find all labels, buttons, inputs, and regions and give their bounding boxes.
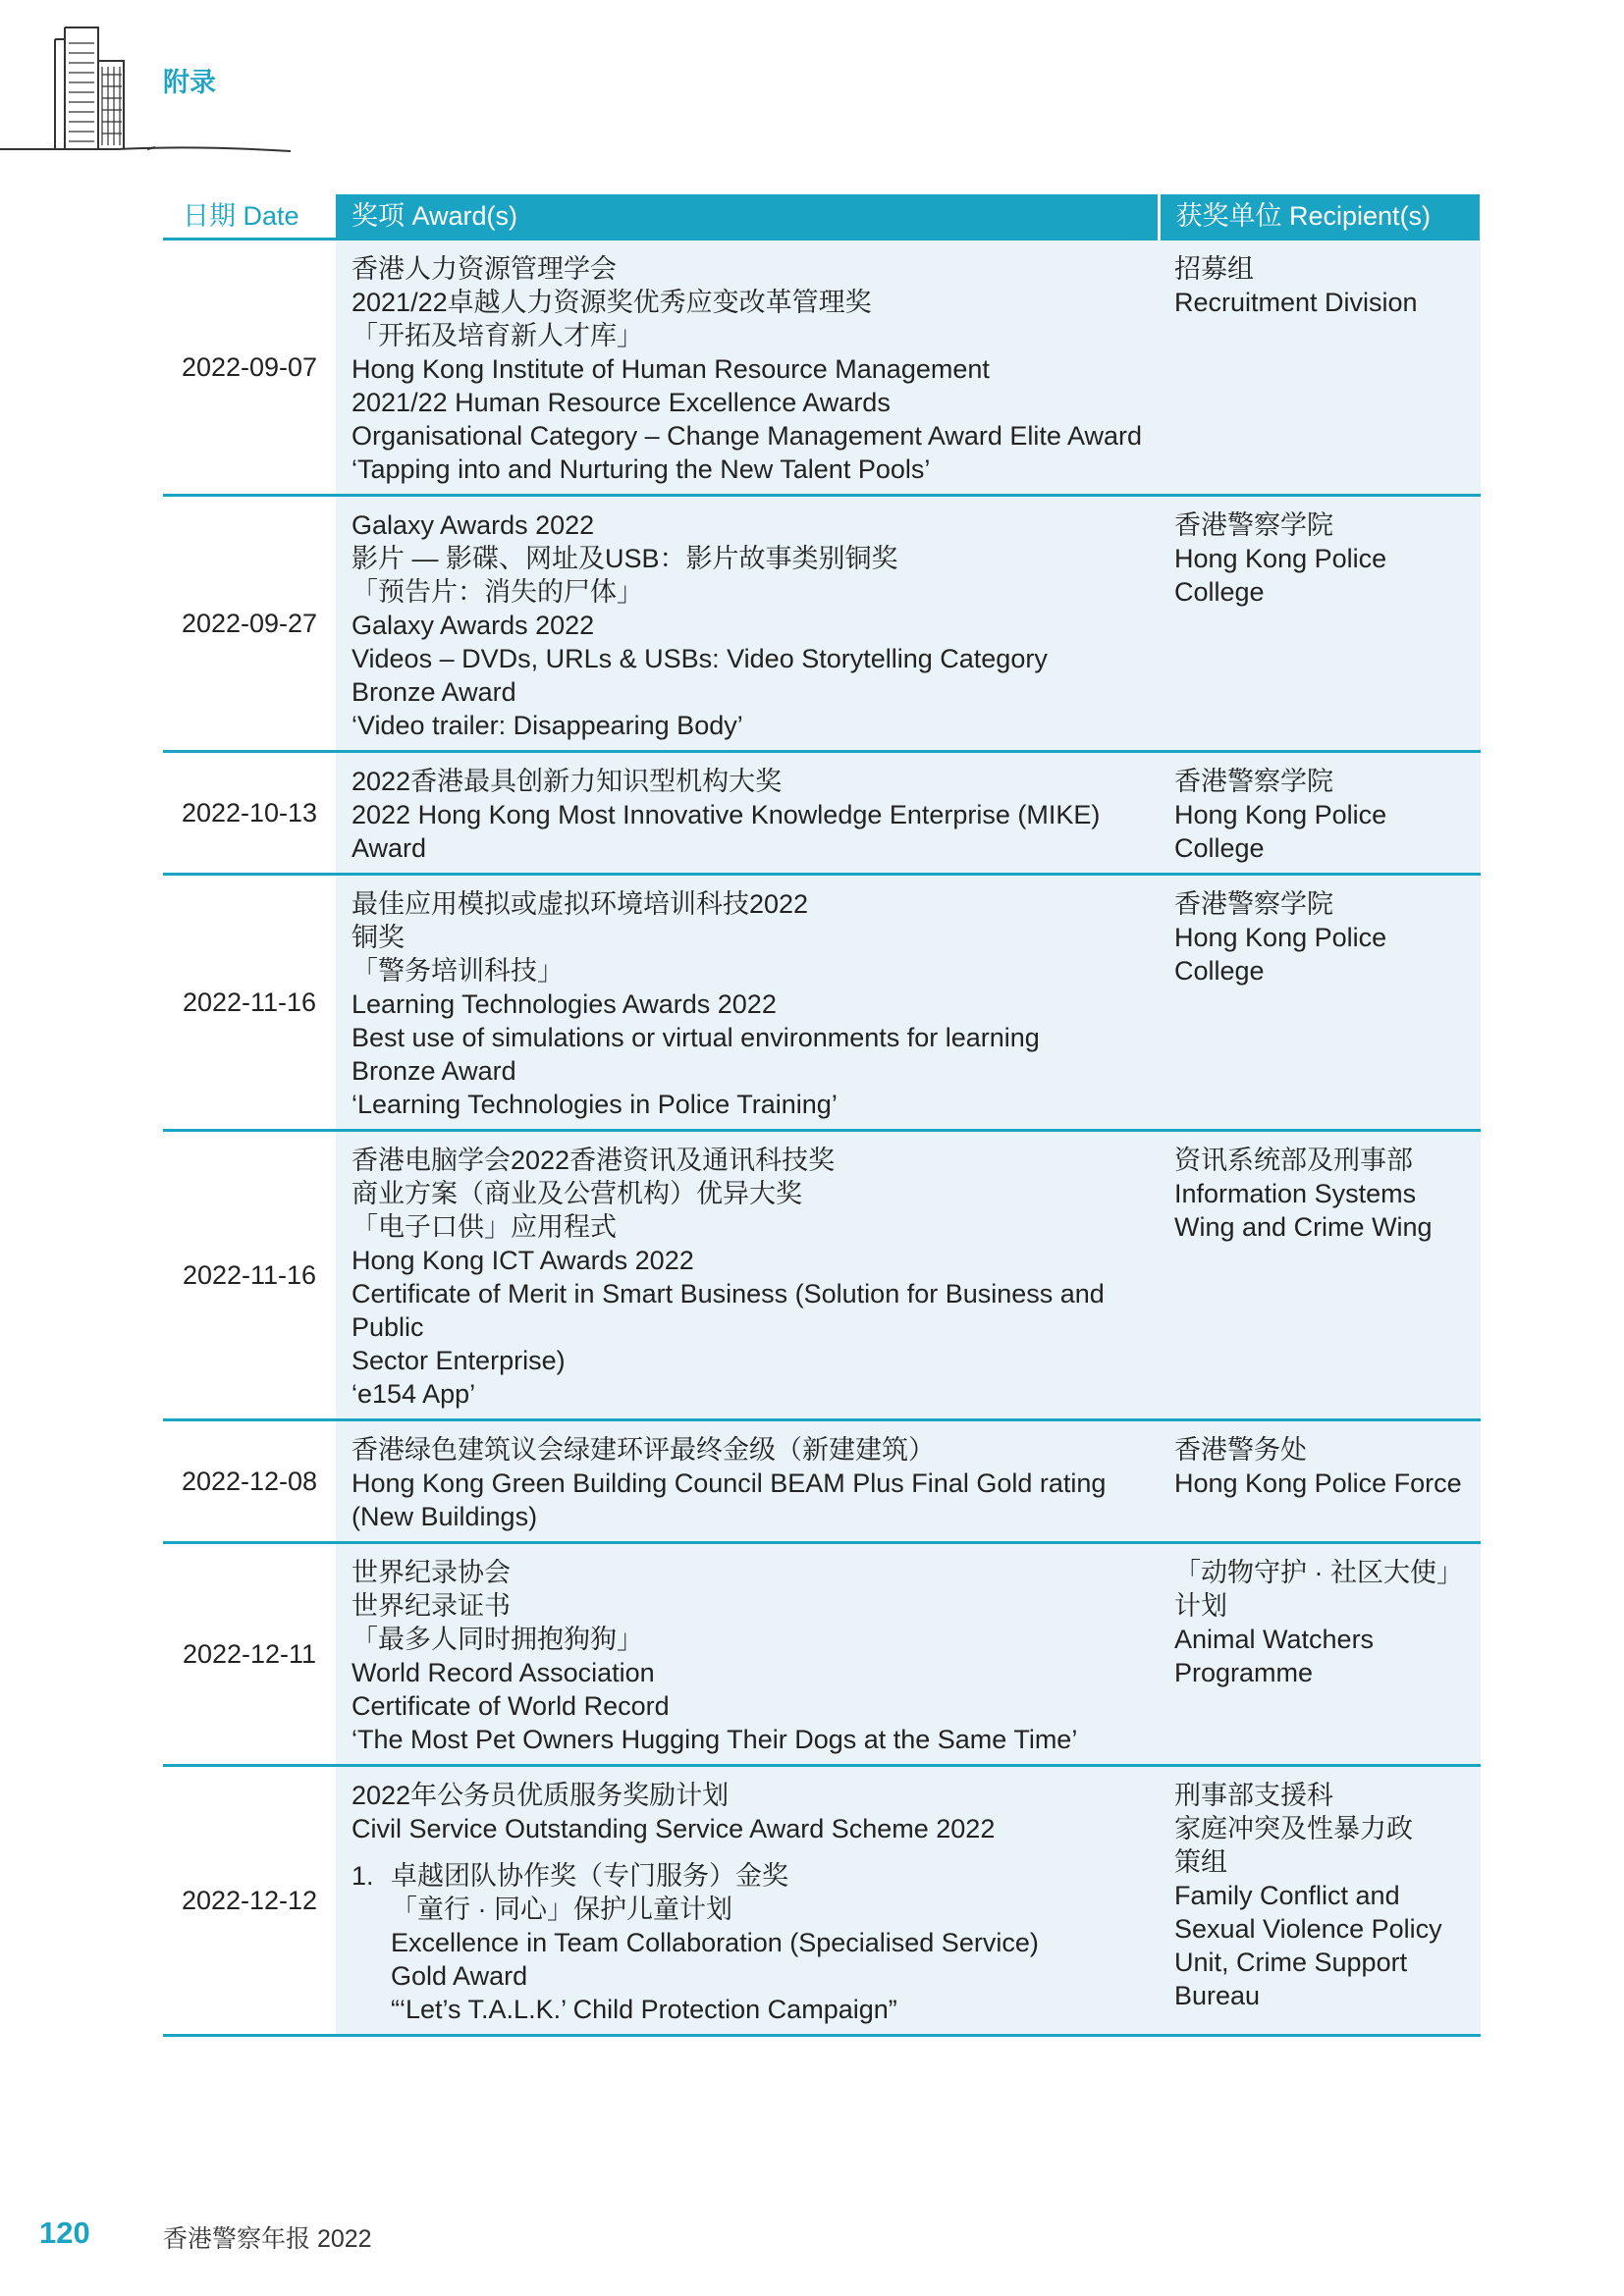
award-line: Learning Technologies Awards 2022 [352, 989, 777, 1019]
award-description [336, 752, 1159, 875]
award-line: World Record Association [352, 1658, 655, 1687]
column-header-date: 日期 Date [163, 194, 336, 240]
award-line: 香港绿色建筑议会绿建环评最终金级（新建建筑） [352, 1435, 935, 1465]
award-date: 2022-12-12 [163, 1766, 336, 2036]
award-line: Hong Kong ICT Awards 2022 [352, 1246, 694, 1275]
recipient-line: College [1174, 577, 1265, 607]
recipient-line: 香港警务处 [1174, 1435, 1307, 1465]
award-line: 「预告片：消失的尸体」 [352, 577, 643, 607]
award-recipient [1159, 1131, 1481, 1420]
award-line: Videos – DVDs, URLs & USBs: Video Storytelling Category [352, 644, 1048, 673]
award-line: Excellence in Team Collaboration (Specialised Service) [391, 1928, 1039, 1957]
award-description [336, 1766, 1159, 2036]
recipient-line: Hong Kong Police [1174, 544, 1387, 573]
award-description [336, 875, 1159, 1131]
table-row [163, 875, 1481, 1131]
recipient-line: Bureau [1174, 1981, 1261, 2010]
award-description [336, 496, 1159, 752]
award-date: 2022-11-16 [163, 875, 336, 1131]
award-line: ‘Tapping into and Nurturing the New Talent Pools’ [352, 454, 931, 484]
recipient-line: Information Systems [1174, 1179, 1417, 1208]
award-recipient [1159, 496, 1481, 752]
column-header-award: 奖项 Award(s) [336, 194, 1159, 240]
awards-table [163, 194, 1483, 2037]
award-line: 影片 — 影碟、网址及USB：影片故事类别铜奖 [352, 544, 898, 573]
page-number: 120 [39, 2216, 90, 2250]
award-line: Sector Enterprise) [352, 1346, 566, 1375]
award-line: 世界纪录协会 [352, 1558, 511, 1587]
column-header-recipient: 获奖单位 Recipient(s) [1159, 194, 1481, 240]
award-recipient [1159, 875, 1481, 1131]
table-row [163, 1131, 1481, 1420]
award-line: 香港人力资源管理学会 [352, 254, 617, 284]
award-line: Galaxy Awards 2022 [352, 611, 595, 640]
award-description [336, 240, 1159, 496]
award-date: 2022-09-07 [163, 240, 336, 496]
table-row [163, 1420, 1481, 1543]
award-sub-list [352, 1859, 1143, 2026]
recipient-line: Hong Kong Police Force [1174, 1468, 1462, 1498]
recipient-line: 计划 [1174, 1591, 1227, 1621]
table-row [163, 240, 1481, 496]
award-recipient [1159, 1420, 1481, 1543]
award-date: 2022-10-13 [163, 752, 336, 875]
recipient-line: 香港警察学院 [1174, 889, 1333, 919]
award-line: Certificate of World Record [352, 1691, 670, 1721]
recipient-line: 资讯系统部及刑事部 [1174, 1146, 1413, 1175]
table-header-row [163, 194, 1481, 240]
award-line: 「最多人同时拥抱狗狗」 [352, 1625, 643, 1654]
award-line: 2022香港最具创新力知识型机构大奖 [352, 767, 783, 796]
award-line: 「童行 · 同心」保护儿童计划 [391, 1895, 732, 1924]
award-line: ‘Learning Technologies in Police Training’ [352, 1090, 838, 1119]
recipient-line: Family Conflict and [1174, 1881, 1400, 1910]
award-line: (New Buildings) [352, 1502, 538, 1531]
sub-item-number: 1. [352, 1861, 374, 1891]
award-line: Hong Kong Green Building Council BEAM Plus Final Gold rating [352, 1468, 1107, 1498]
award-recipient [1159, 1766, 1481, 2036]
award-line: 世界纪录证书 [352, 1591, 511, 1621]
award-line: 最佳应用模拟或虚拟环境培训科技2022 [352, 889, 809, 919]
award-date: 2022-11-16 [163, 1131, 336, 1420]
award-line: 「开拓及培育新人才库」 [352, 321, 643, 350]
award-line: Civil Service Outstanding Service Award Scheme 2022 [352, 1814, 996, 1843]
award-line: Hong Kong Institute of Human Resource Management [352, 354, 990, 384]
table-row [163, 752, 1481, 875]
award-date: 2022-12-11 [163, 1543, 336, 1766]
award-line: 2022年公务员优质服务奖励计划 [352, 1781, 730, 1810]
recipient-line: Recruitment Division [1174, 288, 1418, 317]
recipient-line: 香港警察学院 [1174, 767, 1333, 796]
building-illustration [0, 20, 295, 167]
award-line: Best use of simulations or virtual environments for learning [352, 1023, 1040, 1052]
award-line: 香港电脑学会2022香港资讯及通讯科技奖 [352, 1146, 836, 1175]
award-line: 铜奖 [352, 923, 405, 952]
award-line: 2021/22 Human Resource Excellence Awards [352, 388, 891, 417]
award-line: Bronze Award [352, 677, 516, 707]
recipient-line: College [1174, 956, 1265, 986]
award-line: Gold Award [391, 1961, 528, 1991]
recipient-line: 「动物守护 · 社区大使」 [1174, 1558, 1463, 1587]
recipient-line: 家庭冲突及性暴力政 [1174, 1814, 1413, 1843]
recipient-line: Sexual Violence Policy [1174, 1914, 1442, 1944]
award-line: Bronze Award [352, 1056, 516, 1086]
table-row [163, 1766, 1481, 2036]
recipient-line: 招募组 [1174, 254, 1254, 284]
award-sub-item [352, 1859, 1143, 2026]
table-body [163, 240, 1481, 2036]
recipient-line: Programme [1174, 1658, 1314, 1687]
award-recipient [1159, 752, 1481, 875]
award-line: ‘e154 App’ [352, 1379, 476, 1409]
table-row [163, 496, 1481, 752]
award-line: 商业方案（商业及公营机构）优异大奖 [352, 1179, 802, 1208]
award-recipient [1159, 1543, 1481, 1766]
award-description [336, 1131, 1159, 1420]
award-line: 卓越团队协作奖（专门服务）金奖 [391, 1861, 788, 1891]
recipient-line: Wing and Crime Wing [1174, 1212, 1433, 1242]
recipient-line: Unit, Crime Support [1174, 1948, 1408, 1977]
award-line: Award [352, 833, 427, 863]
table-row [163, 1543, 1481, 1766]
recipient-line: Animal Watchers [1174, 1625, 1375, 1654]
recipient-line: 刑事部支援科 [1174, 1781, 1333, 1810]
award-line: 2022 Hong Kong Most Innovative Knowledge Enterprise (MIKE) [352, 800, 1101, 829]
award-line: “‘Let’s T.A.L.K.’ Child Protection Campaign” [391, 1995, 897, 2024]
award-recipient [1159, 240, 1481, 496]
recipient-line: 香港警察学院 [1174, 510, 1333, 540]
section-title: 附录 [163, 68, 216, 98]
award-description [336, 1420, 1159, 1543]
recipient-line: Hong Kong Police [1174, 923, 1387, 952]
award-line: ‘The Most Pet Owners Hugging Their Dogs at the Same Time’ [352, 1725, 1078, 1754]
award-description [336, 1543, 1159, 1766]
award-line: Certificate of Merit in Smart Business (Solution for Business and Public [352, 1279, 1105, 1342]
award-line: ‘Video trailer: Disappearing Body’ [352, 711, 743, 740]
recipient-line: Hong Kong Police [1174, 800, 1387, 829]
award-line: 「警务培训科技」 [352, 956, 564, 986]
award-line: Organisational Category – Change Management Award Elite Award [352, 421, 1142, 451]
award-line: 2021/22卓越人力资源奖优秀应变改革管理奖 [352, 288, 872, 317]
publication-title: 香港警察年报 2022 [163, 2225, 372, 2253]
recipient-line: 策组 [1174, 1847, 1227, 1877]
recipient-line: College [1174, 833, 1265, 863]
award-date: 2022-09-27 [163, 496, 336, 752]
award-line: 「电子口供」应用程式 [352, 1212, 617, 1242]
award-line: Galaxy Awards 2022 [352, 510, 595, 540]
award-date: 2022-12-08 [163, 1420, 336, 1543]
